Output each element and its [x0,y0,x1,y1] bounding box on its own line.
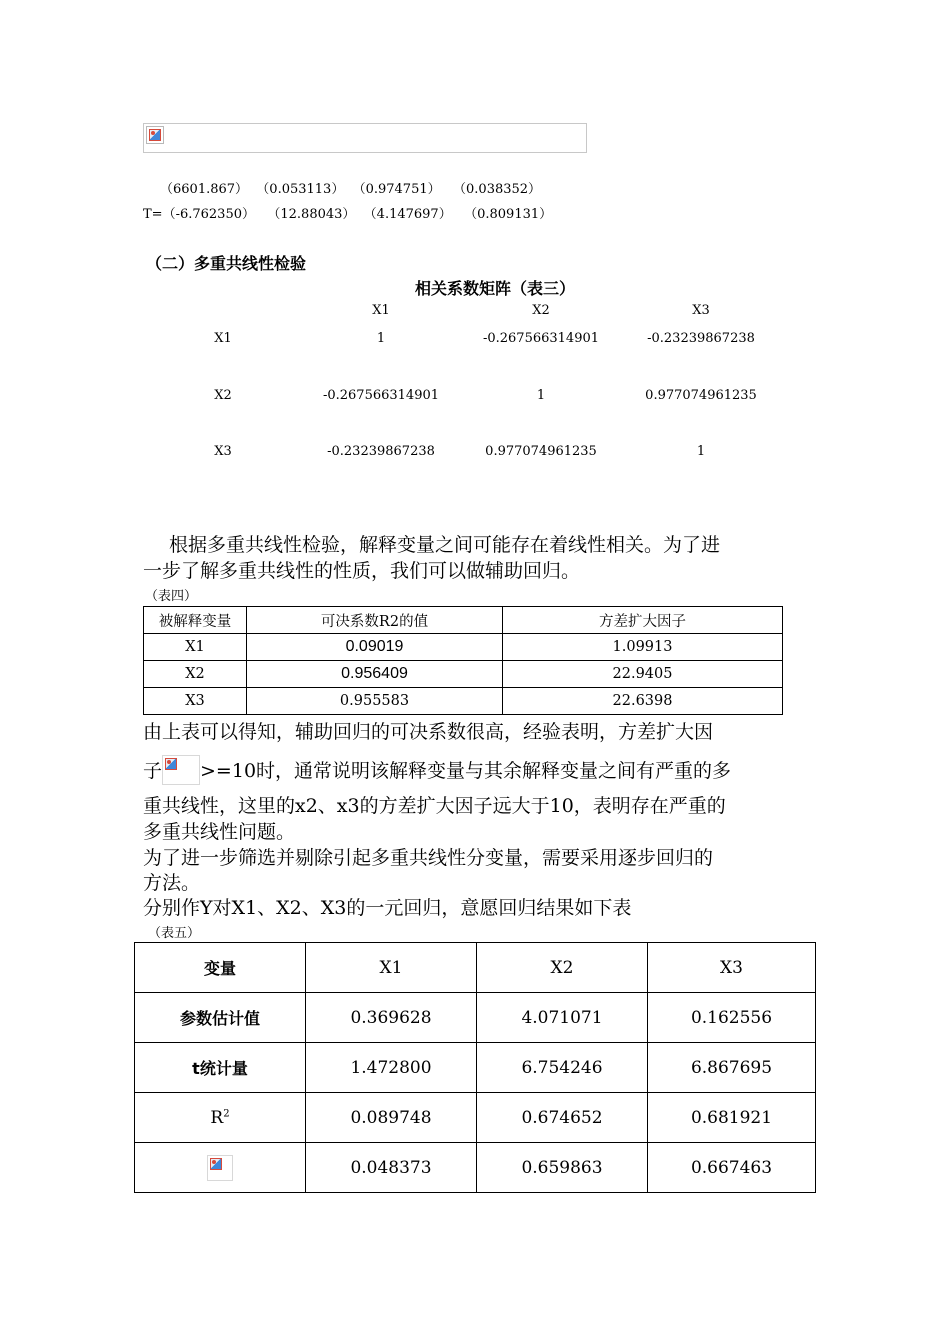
table-cell: 22.9405 [503,661,783,688]
corr-row-label: X3 [214,444,232,459]
regression-equation-image [143,123,587,153]
table3-title: 相关系数矩阵（表三） [414,279,575,298]
table-cell: 0.955583 [247,688,503,715]
table-header-row [135,943,816,993]
paragraph-line: 分别作Y对X1、X2、X3的一元回归，意愿回归结果如下表 [143,897,632,919]
corr-cell: 1 [376,331,386,346]
corr-col-header: X1 [372,303,390,318]
corr-col-header: X2 [532,303,550,318]
table-row [135,1143,816,1193]
standard-error-row: （6601.867） （0.053113） （0.974751） （0.038352） [160,182,542,197]
table-cell: 0.09019 [247,634,503,661]
table-cell: 4.071071 [477,993,648,1043]
r-symbol: R [210,1107,224,1128]
paragraph-line: 为了进一步筛选并剔除引起多重共线性分变量，需要采用逐步回归的 [143,847,714,869]
corr-cell: 0.977074961235 [645,388,757,403]
corr-cell: 1 [696,444,706,459]
corr-cell: 0.977074961235 [485,444,597,459]
table-row [144,661,783,688]
table-cell: X3 [144,688,247,715]
table-row [144,688,783,715]
paragraph-line: 方法。 [143,872,201,894]
table-cell: X1 [144,634,247,661]
paragraph-line [143,755,731,785]
row-label [135,1093,306,1143]
table-cell: 22.6398 [503,688,783,715]
corr-cell: -0.23239867238 [327,444,435,459]
row-label: 参数估计值 [135,993,306,1043]
regression-results-table [134,942,816,1193]
broken-image-icon [162,755,200,785]
row-label: t统计量 [135,1043,306,1093]
table-header-row [144,607,783,634]
table-cell: 1.472800 [306,1043,477,1093]
t-statistic-row: T=（-6.762350） （12.88043） （4.147697） （0.809131） [143,207,553,222]
table-cell: 0.681921 [648,1093,816,1143]
paragraph-line: 重共线性，这里的x2、x3的方差扩大因子远大于10，表明存在严重的 [143,795,726,817]
table-cell: 0.674652 [477,1093,648,1143]
table-row [135,993,816,1043]
section-heading: （二）多重共线性检验 [146,254,307,273]
paragraph-line: 一步了解多重共线性的性质，我们可以做辅助回归。 [143,560,581,582]
table-header: X3 [648,943,816,993]
table-header: X2 [477,943,648,993]
corr-cell: 1 [536,388,546,403]
table-cell: 0.659863 [477,1143,648,1193]
corr-cell: -0.23239867238 [647,331,755,346]
corr-cell: -0.267566314901 [322,388,440,403]
table-cell: 1.09913 [503,634,783,661]
row-label [135,1143,306,1193]
corr-row-label: X1 [214,331,232,346]
table-header: X1 [306,943,477,993]
broken-image-icon [207,1155,233,1181]
vif-table [143,606,783,715]
paragraph-line: 由上表可以得知，辅助回归的可决系数很高，经验表明，方差扩大因 [143,721,714,743]
corr-cell: -0.267566314901 [482,331,600,346]
table-cell: 6.754246 [477,1043,648,1093]
corr-col-header: X3 [692,303,710,318]
corr-row-label: X2 [214,388,232,403]
paragraph-line: 多重共线性问题。 [143,821,296,843]
table-header: 可决系数R2的值 [247,607,503,634]
table-cell: 0.956409 [247,661,503,688]
table-row [144,634,783,661]
table-cell: 0.089748 [306,1093,477,1143]
table-header: 变量 [135,943,306,993]
table-row [135,1043,816,1093]
table-cell: 0.369628 [306,993,477,1043]
table-cell: 0.162556 [648,993,816,1043]
table5-caption: （表五） [148,926,201,941]
table-cell: 0.048373 [306,1143,477,1193]
table-header: 被解释变量 [144,607,247,634]
paragraph-line: 根据多重共线性检验，解释变量之间可能存在着线性相关。为了进 [169,534,721,556]
superscript: 2 [223,1107,230,1119]
table-cell: X2 [144,661,247,688]
table-cell: 0.667463 [648,1143,816,1193]
table-cell: 6.867695 [648,1043,816,1093]
broken-image-icon [146,126,164,144]
table-row [135,1093,816,1143]
table4-caption: （表四） [145,589,198,604]
paragraph-text: >=10时，通常说明该解释变量与其余解释变量之间有严重的多 [200,760,732,782]
paragraph-text: 子 [143,760,163,782]
table-header: 方差扩大因子 [503,607,783,634]
